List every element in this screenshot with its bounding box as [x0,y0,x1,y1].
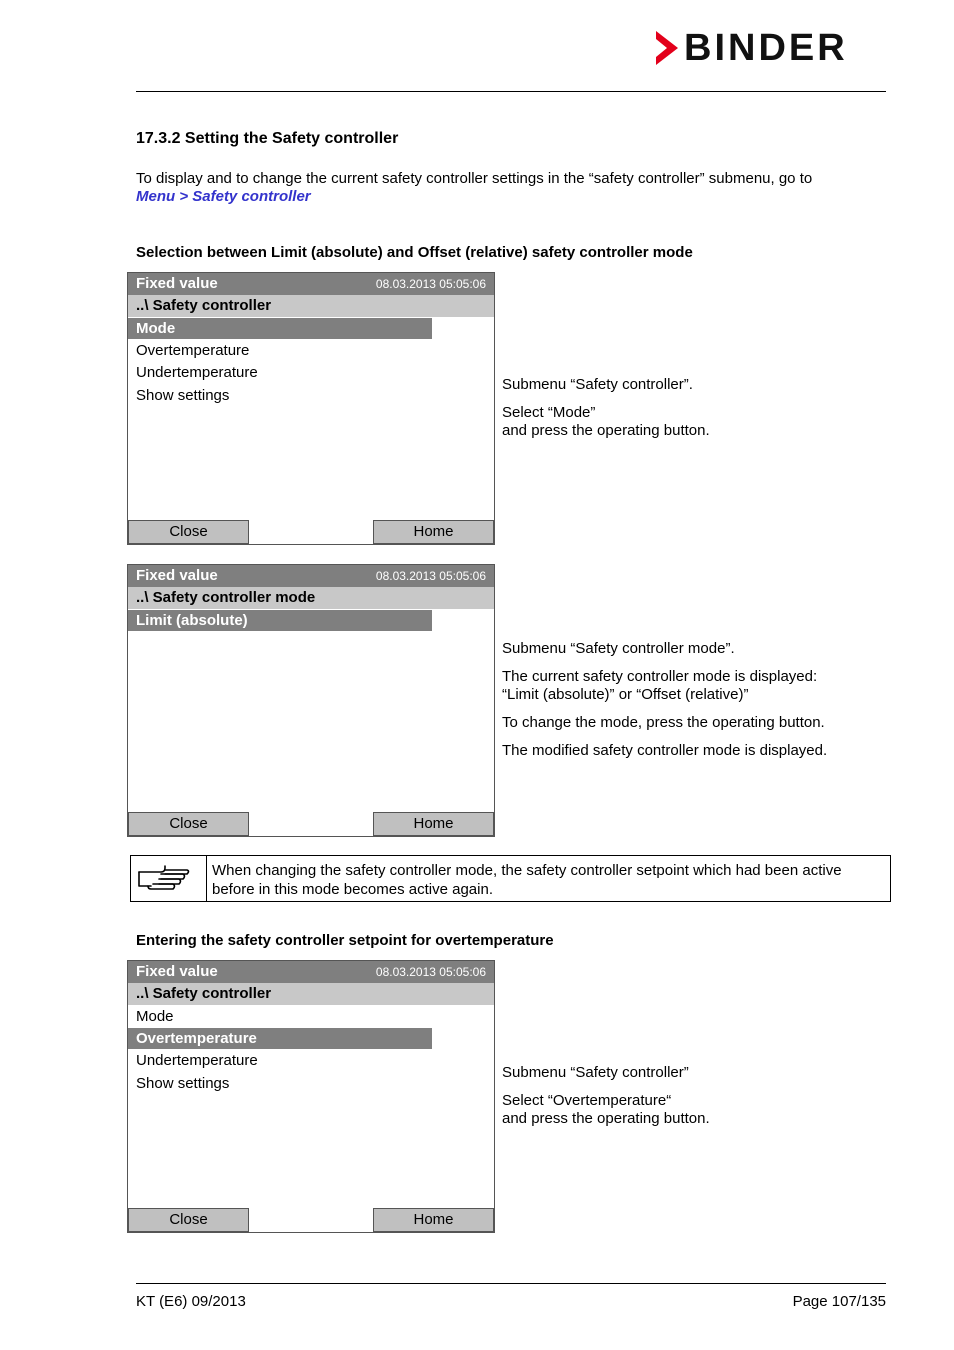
screen-subtitle: ..\ Safety controller [136,297,272,314]
screen-title: Fixed value [136,567,218,584]
description-line: Select “Mode” and press the operating button. [502,404,710,439]
close-button[interactable]: Close [128,520,249,544]
intro-paragraph [136,170,876,206]
heading-mode-selection: Selection between Limit (absolute) and Offset (relative) safety controller mode [136,244,693,261]
pointing-hand-icon [131,856,207,901]
description-line: Submenu “Safety controller mode”. [502,640,735,657]
binder-logo [652,28,888,68]
intro-text: To display and to change the current safety controller settings in the “safety controller” submenu, go to [136,170,813,187]
description-line: To change the mode, press the operating button. [502,714,825,731]
screen-datetime: 08.03.2013 05:05:06 [375,965,486,979]
menu-path-link[interactable]: Menu > Safety controller [136,188,311,205]
description-line: Submenu “Safety controller”. [502,376,693,393]
screen-title: Fixed value [136,963,218,980]
screen-subtitle-bar [128,295,494,317]
header-rule [136,91,886,92]
description-line: The current safety controller mode is displayed: “Limit (absolute)” or “Offset (relative)” [502,668,818,703]
screen-subtitle: ..\ Safety controller [136,985,272,1002]
screen-title-bar [128,273,494,295]
footer-rule [136,1283,886,1284]
screen-datetime: 08.03.2013 05:05:06 [375,277,486,291]
close-button[interactable]: Close [128,1208,249,1232]
heading-overtemperature-setpoint: Entering the safety controller setpoint for overtemperature [136,932,554,949]
description-line: Submenu “Safety controller” [502,1064,689,1081]
screen-datetime: 08.03.2013 05:05:06 [375,569,486,583]
screen-title-bar [128,961,494,983]
brand-name: BINDER [684,27,848,69]
description-line: Select “Overtemperature“ and press the operating button. [502,1092,710,1127]
menu-item-undertemperature[interactable]: Undertemperature [136,1052,258,1069]
home-button[interactable]: Home [373,1208,494,1232]
screen-title: Fixed value [136,275,218,292]
home-button[interactable]: Home [373,812,494,836]
screen-subtitle-bar [128,587,494,609]
screen-subtitle-bar [128,983,494,1005]
section-title: 17.3.2 Setting the Safety controller [136,130,399,147]
menu-item-mode[interactable]: Mode [136,1008,174,1025]
menu-item-show-settings[interactable]: Show settings [136,387,230,404]
footer-page-number: Page 107/135 [792,1293,886,1310]
menu-item-overtemperature[interactable]: Overtemperature [136,342,250,359]
binder-logo-icon [652,28,682,68]
controller-screen-3 [127,960,495,1233]
home-button[interactable]: Home [373,520,494,544]
screen-subtitle: ..\ Safety controller mode [136,589,316,606]
close-button[interactable]: Close [128,812,249,836]
note-box [130,855,891,902]
menu-item-show-settings[interactable]: Show settings [136,1075,230,1092]
screen-1-description [502,376,882,450]
menu-item-mode[interactable]: Mode [128,318,432,339]
screen-2-description [502,640,882,770]
note-text: When changing the safety controller mode, the safety controller setpoint which had been active before in this mode becomes active again. [212,862,842,898]
menu-item-undertemperature[interactable]: Undertemperature [136,364,258,381]
menu-item-limit-absolute[interactable]: Limit (absolute) [128,610,432,631]
menu-item-overtemperature[interactable]: Overtemperature [128,1028,432,1049]
screen-3-description [502,1064,882,1138]
description-line: The modified safety controller mode is displayed. [502,742,828,759]
controller-screen-2 [127,564,495,837]
footer-doc-id: KT (E6) 09/2013 [136,1293,246,1310]
screen-title-bar [128,565,494,587]
controller-screen-1 [127,272,495,545]
